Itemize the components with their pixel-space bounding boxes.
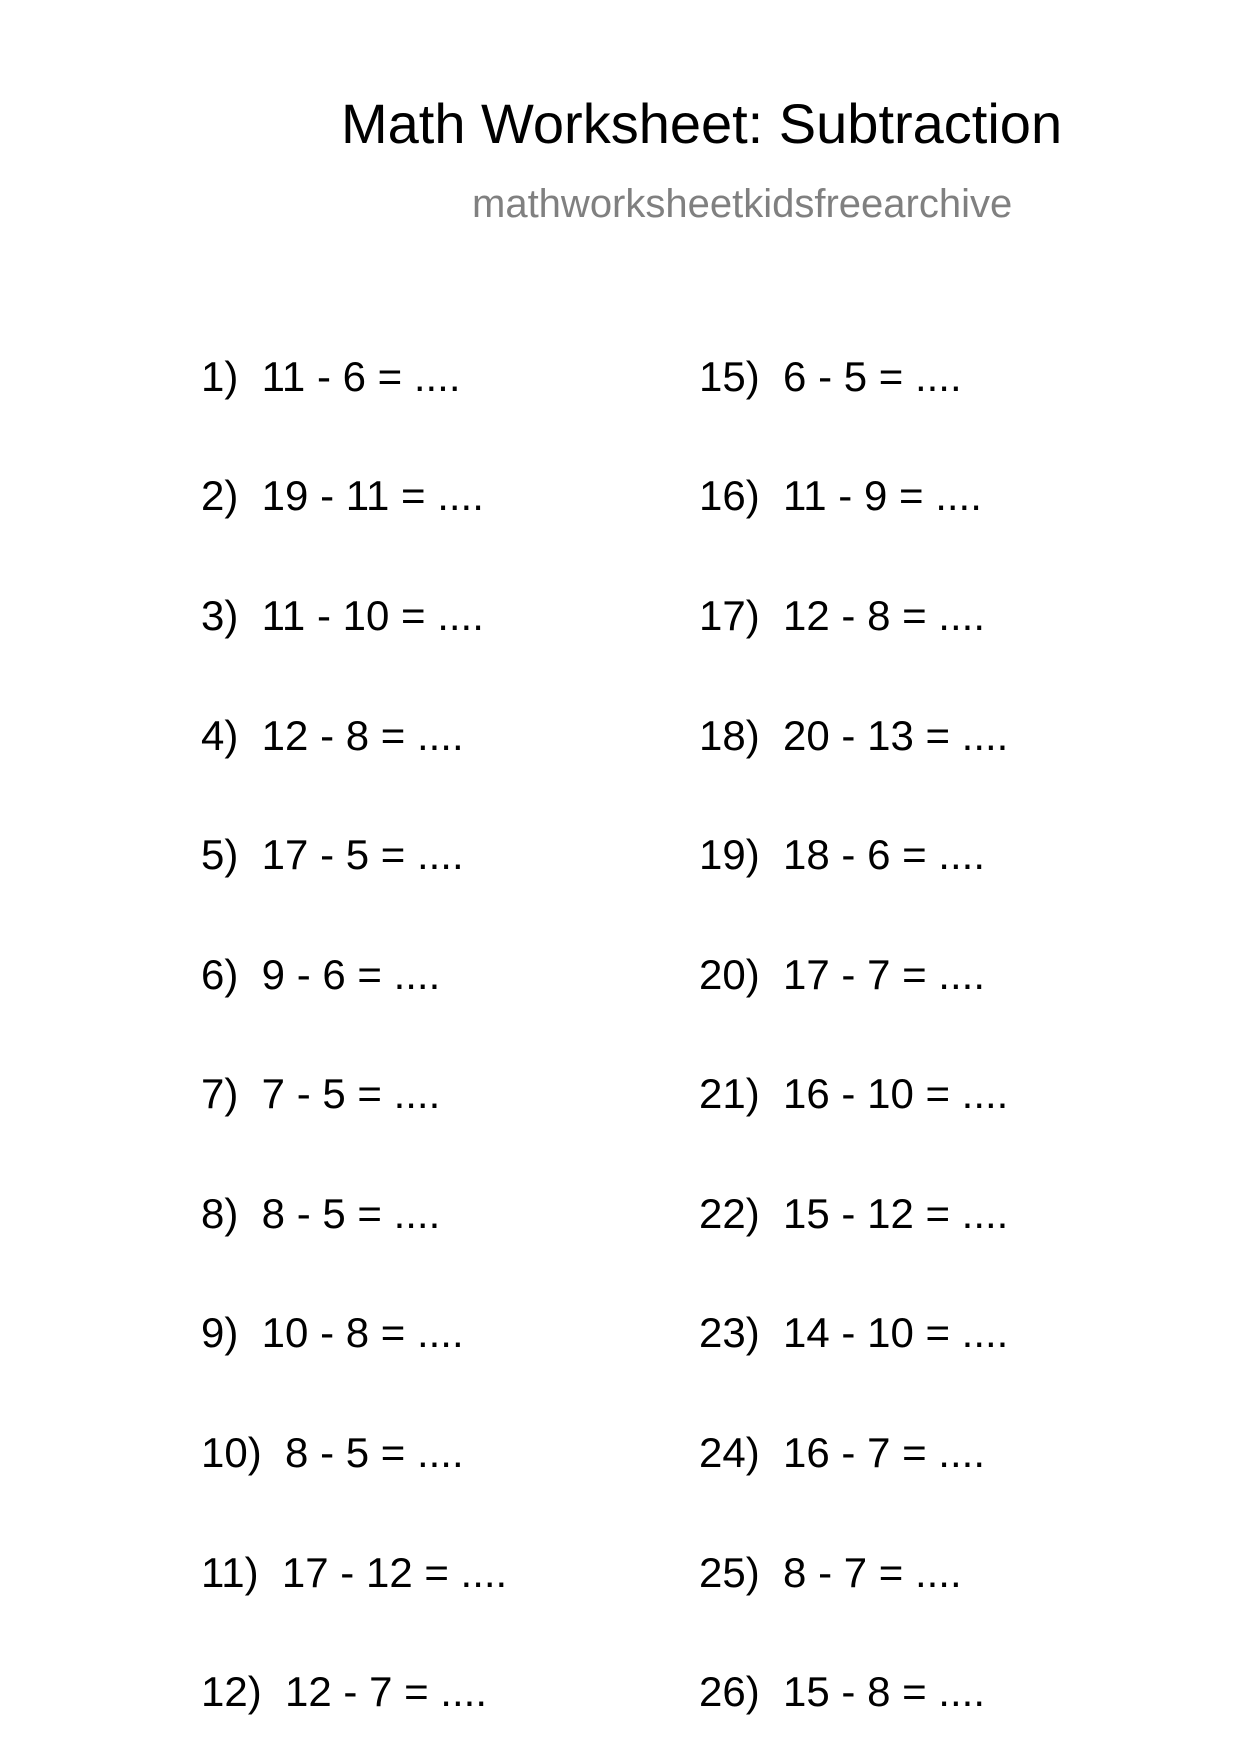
problem-item: 26) 15 - 8 = .... (699, 1668, 985, 1715)
problem-item: 16) 11 - 9 = .... (699, 472, 982, 519)
problem-item: 12) 12 - 7 = .... (201, 1668, 487, 1715)
problem-item: 10) 8 - 5 = .... (201, 1429, 464, 1476)
problem-item: 24) 16 - 7 = .... (699, 1429, 985, 1476)
problem-item: 1) 11 - 6 = .... (201, 353, 461, 400)
problem-item: 8) 8 - 5 = .... (201, 1190, 441, 1237)
problem-item: 6) 9 - 6 = .... (201, 951, 441, 998)
problem-item: 4) 12 - 8 = .... (201, 712, 464, 759)
worksheet-subtitle: mathworksheetkidsfreearchive (472, 182, 1013, 226)
problem-item: 19) 18 - 6 = .... (699, 831, 985, 878)
problem-item: 5) 17 - 5 = .... (201, 831, 464, 878)
problem-item: 18) 20 - 13 = .... (699, 712, 1009, 759)
problem-item: 2) 19 - 11 = .... (201, 472, 484, 519)
problem-item: 20) 17 - 7 = .... (699, 951, 985, 998)
problem-item: 11) 17 - 12 = .... (201, 1549, 508, 1596)
problem-item: 15) 6 - 5 = .... (699, 353, 962, 400)
problem-item: 23) 14 - 10 = .... (699, 1309, 1009, 1356)
problem-item: 21) 16 - 10 = .... (699, 1070, 1009, 1117)
problem-item: 9) 10 - 8 = .... (201, 1309, 464, 1356)
problem-item: 3) 11 - 10 = .... (201, 592, 484, 639)
problem-item: 7) 7 - 5 = .... (201, 1070, 441, 1117)
problem-item: 17) 12 - 8 = .... (699, 592, 985, 639)
problem-item: 25) 8 - 7 = .... (699, 1549, 962, 1596)
worksheet-title: Math Worksheet: Subtraction (341, 92, 1063, 155)
problem-item: 22) 15 - 12 = .... (699, 1190, 1009, 1237)
